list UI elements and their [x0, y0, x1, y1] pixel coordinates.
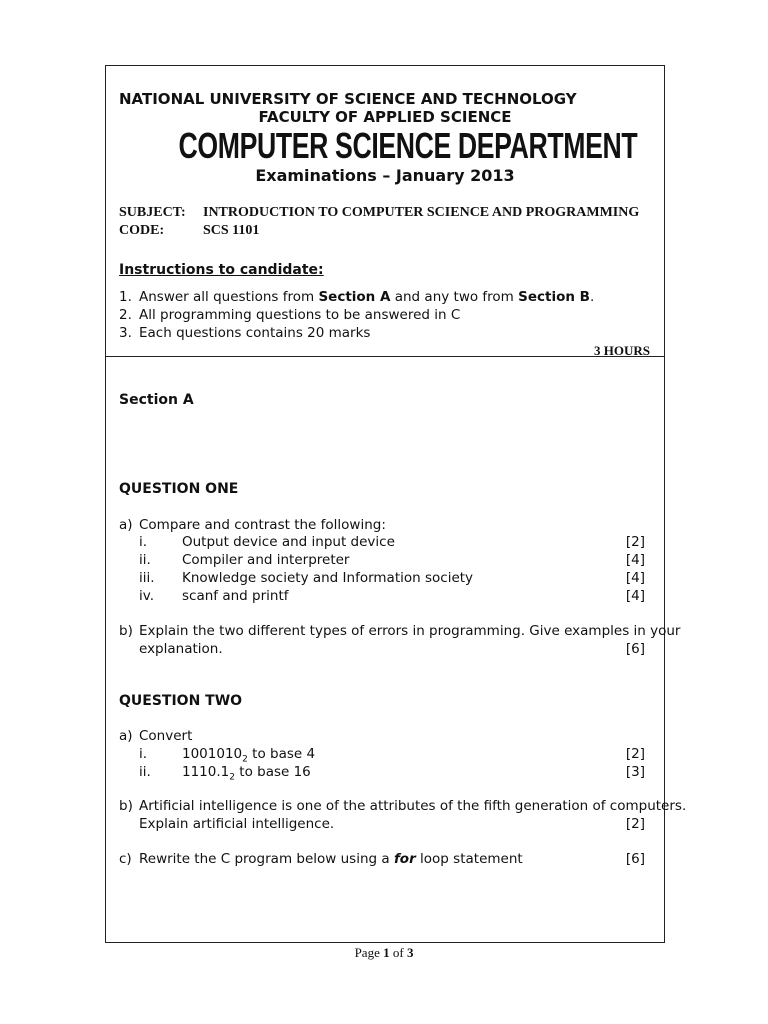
code-key: CODE: [119, 223, 165, 238]
marks-label: [4] [625, 588, 645, 604]
question-one-title: QUESTION ONE [119, 481, 239, 497]
code-value: SCS 1101 [203, 223, 260, 238]
instruction-item: 3. Each questions contains 20 marks [119, 325, 371, 341]
q2-part-c: c) Rewrite the C program below using a for loop statement [119, 851, 523, 867]
page-number: 1 [383, 945, 390, 960]
university-name: NATIONAL UNIVERSITY OF SCIENCE AND TECHNOLOGY [119, 90, 577, 108]
q1-a-item: ii. Compiler and interpreter [139, 552, 350, 568]
q2-a-item: i. $1001010_2$ to base 4 [139, 746, 316, 765]
q1-part-b-cont: explanation. [139, 641, 223, 657]
q1-part-b: b) Explain the two different types of errors in programming. Give examples in your [119, 623, 681, 639]
code-line [119, 223, 259, 239]
subject-line [119, 205, 639, 221]
page-of-label: of [392, 945, 404, 960]
exam-paper-frame [105, 65, 687, 943]
page-label: Page [354, 945, 380, 960]
page-total: 3 [406, 945, 414, 960]
marks-label: [4] [625, 570, 645, 586]
marks-label: [4] [625, 552, 645, 568]
section-title: Section A [119, 392, 194, 408]
question-two-title: QUESTION TWO [119, 693, 243, 709]
faculty-name: FACULTY OF APPLIED SCIENCE [258, 108, 512, 126]
instruction-item: 2. All programming questions to be answered in C [119, 307, 461, 323]
instructions-title: Instructions to candidate: [119, 262, 324, 278]
marks-label: [6] [625, 641, 645, 657]
marks-label: [3] [625, 764, 645, 780]
q1-a-item: iii. Knowledge society and Information society [139, 570, 474, 586]
q2-part-b-cont: Explain artificial intelligence. [139, 816, 335, 832]
subject-key: SUBJECT: [119, 205, 186, 220]
department-title: COMPUTER SCIENCE DEPARTMENT [178, 125, 638, 166]
marks-label: [2] [625, 534, 645, 550]
page-footer [0, 945, 768, 961]
q1-part-a: a) Compare and contrast the following: [119, 517, 386, 533]
q1-a-item: i. Output device and input device [139, 534, 395, 550]
marks-label: [2] [625, 746, 645, 762]
q2-a-item: ii. $1110.1_2$ to base 16 [139, 764, 311, 783]
q1-a-item: iv. scanf and printf [139, 588, 289, 604]
exam-title: Examinations – January 2013 [255, 166, 515, 185]
q2-part-a: a) Convert [119, 728, 193, 744]
marks-label: [6] [625, 851, 645, 867]
section-divider [106, 356, 664, 357]
instruction-item: 1. Answer all questions from Section A and any two from Section B. [119, 289, 595, 305]
subject-value: INTRODUCTION TO COMPUTER SCIENCE AND PROGRAMMING [203, 205, 640, 220]
q2-part-b: b) Artificial intelligence is one of the attributes of the fifth generation of computers. [119, 798, 687, 814]
marks-label: [2] [625, 816, 645, 832]
exam-duration: 3 HOURS [594, 343, 650, 358]
